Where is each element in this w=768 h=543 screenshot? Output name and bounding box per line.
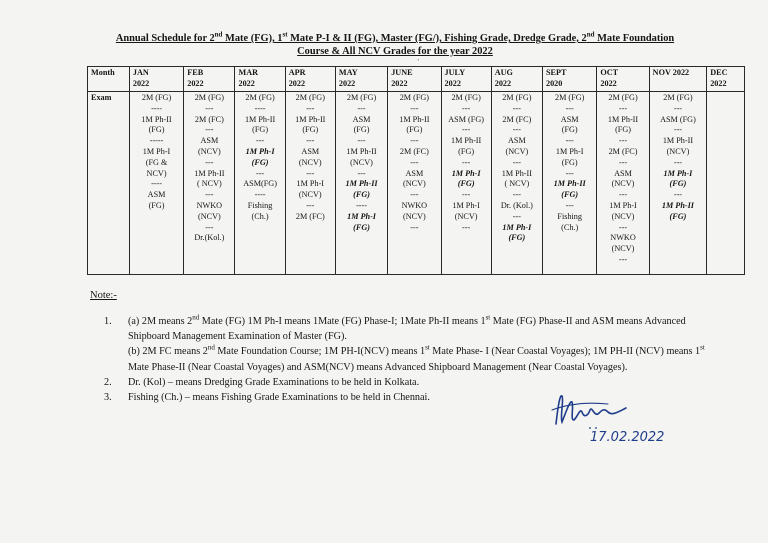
exam-entry: --- [410, 136, 419, 146]
note-3-text: Fishing (Ch.) – means Fishing Grade Examinations to be held in Chennai. [128, 392, 430, 404]
exam-entry: 1M Ph-I [142, 146, 171, 156]
exam-entry: --- [205, 125, 214, 135]
exam-entry: --- [357, 103, 366, 113]
exam-entry: 1M Ph-II [345, 179, 378, 189]
column-header-label: MAR [238, 68, 259, 77]
exam-entry: (FG) [406, 125, 423, 135]
exam-entry: Dr. (Kol.) [500, 200, 533, 210]
exam-entry: 1M Ph-I [451, 168, 481, 178]
exam-entry: (NCV) [666, 146, 690, 156]
column-header-label: FEB [187, 68, 204, 77]
exam-entry: --- [205, 157, 214, 167]
exam-entry: --- [512, 125, 521, 135]
exam-entry: (FG) [458, 146, 475, 156]
exam-entry: 1M Ph-I [296, 179, 325, 189]
exam-entry: 2M (FG) [399, 93, 430, 102]
exam-entry: --- [673, 125, 683, 135]
exam-entry: ASM [352, 114, 371, 124]
note-sup: nd [192, 313, 200, 322]
exam-entry: 1M Ph-II [662, 136, 694, 146]
column-header-year: 2022 [132, 78, 150, 88]
exam-entry: --- [205, 190, 214, 200]
exam-entry: (FG) [353, 222, 370, 232]
exam-entry: 2M (FG) [555, 93, 585, 102]
title-sup: nd [586, 30, 595, 39]
exam-entry: --- [673, 103, 683, 113]
note-text: Mate (FG) Phase-II and ASM means Advanced Shipboard Management Examination of Master (FG). [128, 316, 686, 343]
exam-entry: ASM [405, 168, 424, 178]
exam-entry: 2M (FG) [346, 93, 377, 102]
exam-entry: --- [255, 168, 265, 178]
exam-entry: 1M Ph-I [452, 200, 480, 210]
exam-entry: (FG) [561, 125, 578, 135]
exam-entry: 2M (FG) [295, 93, 325, 102]
exam-entry: 2M (FC) [194, 114, 224, 124]
exam-entry: --- [462, 190, 471, 200]
exam-entry: 1M Ph-II [141, 114, 172, 124]
exam-entry: --- [410, 190, 419, 200]
column-header-year: 2022 [600, 78, 617, 88]
exam-entry: ( NCV) [504, 179, 530, 189]
exam-cell [129, 92, 183, 275]
exam-entry: (Ch.) [251, 211, 269, 221]
exam-entry: (NCV) [611, 244, 635, 254]
title-part: Mate P-I & II (FG), Master (FG/), Fishing Grade, Dredge Grade, 2 [287, 33, 587, 44]
title-line-1 [60, 32, 730, 45]
exam-entry: Fishing [557, 211, 582, 221]
exam-entry: (NCV) [197, 146, 221, 156]
note-text: Mate Phase- I (Near Coastal Voyages); 1M PH-II (NCV) means 1 [429, 346, 701, 358]
note-item [104, 314, 724, 375]
exam-entry: 1M Ph-II [244, 114, 276, 124]
column-header-label: DEC [710, 68, 728, 77]
exam-entry: (FG) [669, 179, 687, 189]
exam-entry: (FG) [148, 200, 165, 210]
column-header [491, 67, 542, 92]
exam-entry: (FG) [561, 157, 578, 167]
exam-cell [441, 92, 491, 275]
exam-entry: --- [512, 103, 521, 113]
exam-entry: Fishing [247, 200, 273, 210]
exam-entry: (FG) [615, 125, 631, 135]
exam-entry: (NCV) [454, 211, 478, 221]
exam-entry: ASM [301, 146, 320, 156]
exam-entry: 1M Ph-II [399, 114, 430, 124]
note-sup: st [485, 313, 491, 322]
column-header [597, 67, 649, 92]
exam-entry: 2M (FG) [194, 93, 225, 102]
column-header [235, 67, 285, 92]
note-number: 2. [104, 376, 112, 388]
exam-cell [235, 92, 285, 275]
column-header-label: JUNE [391, 68, 413, 77]
column-header-label: AUG [494, 68, 513, 77]
column-header-year: 2022 [494, 78, 512, 88]
exam-cell [285, 92, 335, 275]
column-header [88, 67, 130, 92]
note-text: (b) 2M FC means 2 [128, 346, 208, 358]
exam-entry: ASM [147, 190, 166, 200]
exam-entry: --- [512, 211, 521, 221]
exam-entry: 2M (FC) [295, 211, 325, 221]
column-header-label: MAY [338, 68, 358, 77]
column-header [184, 67, 235, 92]
column-header-year: 2022 [338, 78, 356, 88]
column-header [285, 67, 335, 92]
column-header-label: APR [288, 68, 306, 77]
exam-entry: (NCV) [197, 211, 221, 221]
exam-entry: --- [512, 157, 521, 167]
exam-entry: ASM [614, 168, 632, 178]
schedule-table [87, 66, 745, 275]
column-header-label: OCT [600, 68, 619, 77]
exam-entry: 2M (FG) [141, 93, 172, 102]
exam-entry: (FG) [302, 125, 319, 135]
exam-entry: (FG) [252, 125, 269, 135]
column-header [542, 67, 596, 92]
exam-entry: (NCV) [611, 179, 635, 189]
exam-entry: 1M Ph-I [245, 146, 275, 156]
exam-entry: 1M Ph-I [555, 146, 584, 156]
exam-entry: --- [255, 136, 265, 146]
exam-entry: --- [410, 157, 419, 167]
note-text: Mate Phase-II (Near Coastal Voyages) and ASM(NCV) means Advanced Shipboard Management (Near Coastal Voyages). [128, 361, 628, 373]
note-number: 1. [104, 316, 112, 327]
column-header-year: 2022 [288, 78, 306, 88]
exam-entry: --- [306, 168, 315, 178]
title-part: Mate (FG), 1 [222, 33, 283, 44]
signature-date: 17.02.2022 [590, 430, 665, 445]
exam-entry: --- [462, 222, 471, 232]
exam-entry: --- [205, 222, 214, 232]
exam-entry: --- [462, 157, 471, 167]
exam-entry: ASM [507, 136, 526, 146]
exam-entry: NCV) [146, 168, 167, 178]
exam-entry: --- [673, 157, 683, 167]
exam-entry: (NCV) [402, 179, 426, 189]
exam-entry: --- [357, 136, 366, 146]
exam-entry: --- [618, 254, 628, 264]
exam-entry: (FG) [669, 211, 687, 221]
column-header-year: 2020 [545, 78, 563, 88]
exam-entry: NWKO [401, 200, 428, 210]
title-sup: st [282, 30, 288, 39]
exam-entry: 2M (FG) [245, 93, 275, 102]
note-text: Mate Foundation Course; 1M PH-I(NCV) means 1 [214, 346, 426, 358]
column-header [335, 67, 387, 92]
exam-entry: (NCV) [505, 146, 529, 156]
exam-entry: --- [462, 125, 471, 135]
exam-entry: ( NCV) [196, 179, 222, 189]
exam-entry: ---- [254, 190, 266, 200]
exam-entry: --- [306, 136, 315, 146]
column-header-label: SEPT [545, 68, 567, 77]
exam-cell [542, 92, 596, 275]
column-header [441, 67, 491, 92]
exam-entry: Dr.(Kol.) [194, 233, 225, 243]
exam-cell [335, 92, 387, 275]
note-number: 3. [104, 392, 112, 404]
exam-entry: --- [565, 168, 574, 178]
exam-cell [388, 92, 441, 275]
exam-entry: (FG) [561, 190, 579, 200]
column-header-label: JAN [132, 68, 149, 77]
exam-entry: 1M Ph-II [194, 168, 225, 178]
column-header-year: 2022 [391, 78, 408, 88]
exam-entry: --- [205, 103, 214, 113]
exam-entry: --- [618, 103, 628, 113]
column-header-label: JULY [444, 68, 466, 77]
note-1a [128, 314, 724, 344]
exam-entry: 1M Ph-I [502, 222, 532, 232]
exam-entry: 1M Ph-I [609, 200, 637, 210]
exam-cell [707, 92, 745, 275]
row-label-exam: Exam [88, 92, 130, 275]
exam-entry: 2M (FG) [502, 93, 532, 102]
table-header-row [88, 67, 745, 92]
notes-heading: Note:- [90, 290, 117, 301]
exam-entry: (FG & [145, 157, 168, 167]
exam-entry: 1M Ph-II [451, 136, 482, 146]
exam-entry: ---- [151, 179, 162, 189]
small-mark: ’ [417, 58, 420, 66]
note-sup: st [425, 344, 430, 353]
exam-entry: (NCV) [350, 157, 373, 167]
exam-cell [184, 92, 235, 275]
title-line-2: Course & All NCV Grades for the year 2022 [297, 46, 493, 57]
exam-entry: 1M Ph-II [501, 168, 532, 178]
exam-entry: --- [618, 157, 628, 167]
exam-entry: --- [618, 190, 628, 200]
exam-entry: 1M Ph-II [661, 200, 694, 210]
exam-entry: 2M (FC) [502, 114, 532, 124]
table-row [88, 92, 745, 275]
exam-entry: --- [565, 103, 574, 113]
exam-entry: --- [357, 168, 366, 178]
exam-entry: 1M Ph-I [663, 168, 693, 178]
exam-entry: --- [673, 190, 683, 200]
exam-entry: ASM (FG) [660, 114, 696, 124]
column-header-label: NOV 2022 [652, 68, 690, 77]
exam-entry: --- [618, 136, 628, 146]
exam-entry: (FG) [353, 125, 370, 135]
exam-entry: 2M (FG) [451, 93, 481, 102]
exam-entry: (NCV) [298, 157, 322, 167]
exam-entry: --- [462, 103, 471, 113]
exam-entry: (FG) [148, 125, 165, 135]
exam-entry: 1M Ph-II [553, 179, 586, 189]
column-header-year: 2022 [187, 78, 204, 88]
exam-entry: (FG) [251, 157, 269, 167]
exam-entry: ---- [356, 200, 367, 210]
exam-entry: 2M (FC) [399, 146, 429, 156]
exam-entry: (NCV) [298, 190, 322, 200]
exam-entry: (NCV) [402, 211, 426, 221]
exam-cell [597, 92, 649, 275]
exam-entry: ---- [151, 103, 162, 113]
column-header-year: 2022 [238, 78, 255, 88]
exam-entry: ---- [254, 103, 266, 113]
exam-entry: --- [306, 103, 315, 113]
exam-entry: NWKO [610, 233, 636, 243]
column-header [129, 67, 183, 92]
exam-entry: (FG) [508, 233, 526, 243]
note-text: Mate (FG) 1M Ph-I means 1Mate (FG) Phase-I; 1Mate Ph-II means 1 [199, 316, 486, 327]
document-title [60, 32, 730, 58]
exam-cell [491, 92, 542, 275]
exam-entry: ASM [560, 114, 579, 124]
note-sup: st [700, 344, 705, 353]
column-header [649, 67, 707, 92]
note-2-text: Dr. (Kol) – means Dredging Grade Examinations to be held in Kolkata. [128, 376, 420, 388]
exam-entry: --- [410, 222, 419, 232]
exam-entry: ASM (FG) [448, 114, 484, 124]
exam-entry: --- [512, 190, 521, 200]
title-part: Annual Schedule for 2 [115, 33, 215, 44]
column-header-year: 2022 [710, 78, 727, 88]
title-part: Mate Foundation [594, 33, 675, 44]
exam-entry: (NCV) [611, 211, 635, 221]
exam-entry: --- [410, 103, 419, 113]
note-text: (a) 2M means 2 [128, 316, 193, 327]
title-sup: nd [214, 30, 223, 39]
column-header [388, 67, 441, 92]
exam-entry: 1M Ph-II [607, 114, 639, 124]
exam-entry: 2M (FG) [608, 93, 638, 102]
exam-entry: 2M (FC) [608, 146, 638, 156]
signature-image [548, 386, 638, 436]
column-header [707, 67, 745, 92]
exam-entry: ASM(FG) [243, 179, 277, 189]
column-header-label: Month [91, 68, 115, 77]
exam-entry: ----- [149, 136, 164, 146]
exam-entry: --- [565, 136, 574, 146]
exam-entry: (Ch.) [561, 222, 579, 232]
exam-entry: --- [618, 222, 628, 232]
exam-cell [649, 92, 707, 275]
exam-entry: (FG) [457, 179, 475, 189]
exam-entry: 1M Ph-II [346, 146, 377, 156]
exam-entry: --- [306, 200, 315, 210]
exam-entry: ASM [200, 136, 219, 146]
exam-entry: NWKO [196, 200, 223, 210]
exam-entry: (FG) [353, 190, 370, 200]
exam-entry: --- [565, 200, 574, 210]
note-1b [128, 344, 724, 374]
exam-entry: 1M Ph-I [347, 211, 376, 221]
exam-entry: 2M (FG) [663, 93, 693, 102]
note-sup: nd [207, 344, 215, 353]
column-header-year: 2022 [444, 78, 461, 88]
exam-entry: 1M Ph-II [295, 114, 326, 124]
